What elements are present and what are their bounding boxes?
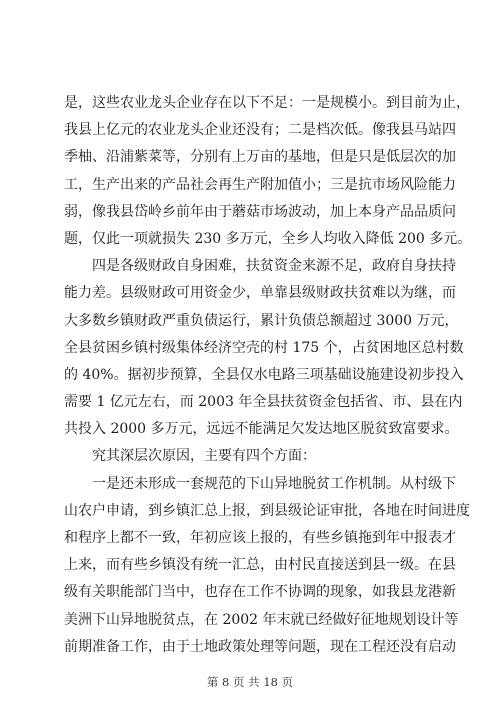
text-line: 全县贫困乡镇村级集体经济空壳的村 175 个，占贫困地区总村数: [64, 339, 464, 356]
text-line: 的 40%。据初步预算，全县仅水电路三项基础设施建设初步投入: [64, 366, 464, 383]
text-line: 需要 1 亿元左右，而 2003 年全县扶贫资金包括省、市、县在内: [64, 394, 463, 411]
text-line: 大多数乡镇财政严重负债运行，累计负债总额超过 3000 万元，: [64, 312, 459, 329]
text-line: 和程序上都不一致，年初应该上报的，有些乡镇拖到年中报表才: [64, 530, 456, 546]
text-line: 一是还未形成一套规范的下山异地脱贫工作机制。从村级下: [64, 475, 456, 492]
text-line: 能力差。县级财政可用资金少，单靠县级财政扶贫难以为继，而: [64, 285, 456, 302]
text-line: 工，生产出来的产品社会再生产附加值小；三是抗市场风险能力: [64, 176, 456, 193]
page-footer: 第 8 页 共 18 页: [206, 675, 294, 689]
text-line: 弱，像我县岱岭乡前年由于蘑菇市场波动，加上本身产品品质问: [64, 203, 456, 220]
text-line: 美洲下山异地脱贫点，在 2002 年末就已经做好征地规划设计等: [64, 611, 459, 628]
text-line: 我县上亿元的农业龙头企业还没有；二是档次低。像我县马站四: [64, 122, 456, 139]
document-body: [64, 90, 472, 661]
text-line: 季柚、沿浦紫菜等，分别有上万亩的基地，但是只是低层次的加: [64, 149, 456, 166]
text-line: 究其深层次原因，主要有四个方面：: [64, 448, 316, 465]
text-line: 是，这些农业龙头企业存在以下不足：一是规模小。到目前为止，: [64, 95, 470, 111]
text-line: 级有关职能部门当中，也存在工作不协调的现象，如我县龙港新: [64, 584, 456, 601]
text-line: 四是各级财政自身困难，扶贫资金来源不足，政府自身扶持: [64, 258, 456, 275]
text-line: 题，仅此一项就损失 230 多万元，全乡人均收入降低 200 多元。: [64, 230, 472, 247]
text-line: 前期准备工作，由于土地政策处理等问题，现在工程还没有启动: [64, 638, 456, 655]
text-line: 共投入 2000 多万元，远远不能满足欠发达地区脱贫致富要求。: [64, 421, 459, 438]
text-line: 山农户申请，到乡镇汇总上报，到县级论证审批，各地在时间进度: [64, 502, 470, 519]
text-line: 上来，而有些乡镇没有统一汇总，由村民直接送到县一级。在县: [64, 557, 456, 574]
